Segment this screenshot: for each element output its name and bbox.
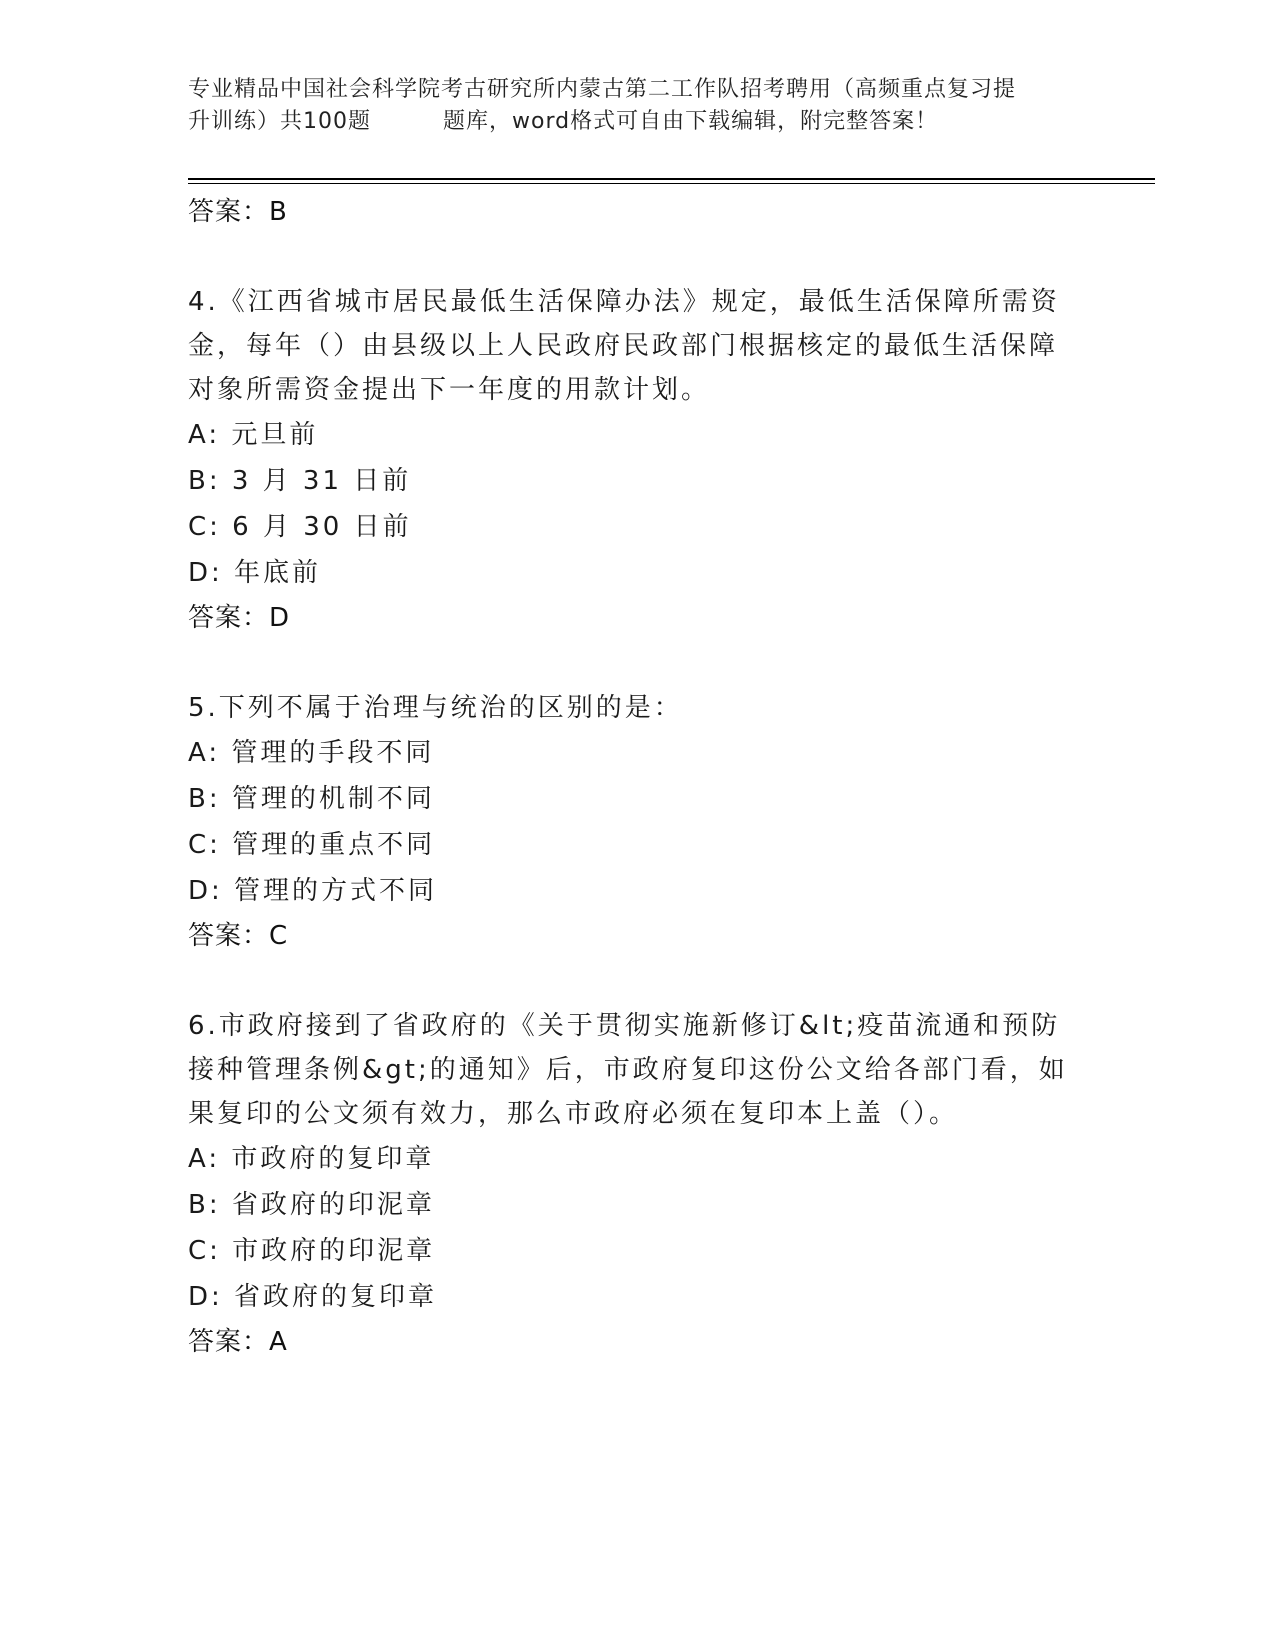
header-divider-thin xyxy=(188,183,1155,184)
header-line-2-part-b: 题库，word格式可自由下载编辑，附完整答案！ xyxy=(443,109,939,134)
option-b: B: 管理的机制不同 xyxy=(188,784,435,814)
header-line-1: 专业精品中国社会科学院考古研究所内蒙古第二工作队招考聘用（高频重点复习提 xyxy=(188,77,1017,102)
question-block-6 xyxy=(188,1004,1068,1364)
option-b: B: 3 月 31 日前 xyxy=(188,466,412,496)
question-list xyxy=(188,190,1068,1364)
option-list xyxy=(188,730,1068,914)
answer-line: 答案：A xyxy=(188,1327,288,1357)
header-divider-thick xyxy=(188,178,1155,180)
answer-line: 答案：D xyxy=(188,603,291,633)
question-block-5 xyxy=(188,686,1068,958)
question-block-4 xyxy=(188,280,1068,640)
question-text: 5.下列不属于治理与统治的区别的是： xyxy=(188,693,683,723)
option-b: B: 省政府的印泥章 xyxy=(188,1190,435,1220)
answer-line: 答案：C xyxy=(188,921,289,951)
header-line-2 xyxy=(188,106,1088,138)
option-c: C: 市政府的印泥章 xyxy=(188,1236,436,1266)
option-a: A: 市政府的复印章 xyxy=(188,1144,435,1174)
option-list xyxy=(188,1136,1068,1320)
option-a: A: 管理的手段不同 xyxy=(188,738,435,768)
option-d: D: 年底前 xyxy=(188,558,322,588)
header-line-2-part-a: 升训练）共100题 xyxy=(188,109,371,134)
answer-line: 答案：B xyxy=(188,197,288,227)
option-c: C: 6 月 30 日前 xyxy=(188,512,412,542)
option-c: C: 管理的重点不同 xyxy=(188,830,436,860)
question-text: 6.市政府接到了省政府的《关于贯彻实施新修订&lt;疫苗流通和预防接种管理条例&gt;的通知》后，市政府复印这份公文给各部门看，如果复印的公文须有效力，那么市政府必须在复印本上盖（）。 xyxy=(188,1011,1068,1129)
option-d: D: 省政府的复印章 xyxy=(188,1282,438,1312)
document-header xyxy=(188,74,1088,138)
question-text: 4.《江西省城市居民最低生活保障办法》规定，最低生活保障所需资金，每年（）由县级以上人民政府民政部门根据核定的最低生活保障对象所需资金提出下一年度的用款计划。 xyxy=(188,287,1060,405)
option-list xyxy=(188,412,1068,596)
option-d: D: 管理的方式不同 xyxy=(188,876,438,906)
option-a: A: 元旦前 xyxy=(188,420,319,450)
